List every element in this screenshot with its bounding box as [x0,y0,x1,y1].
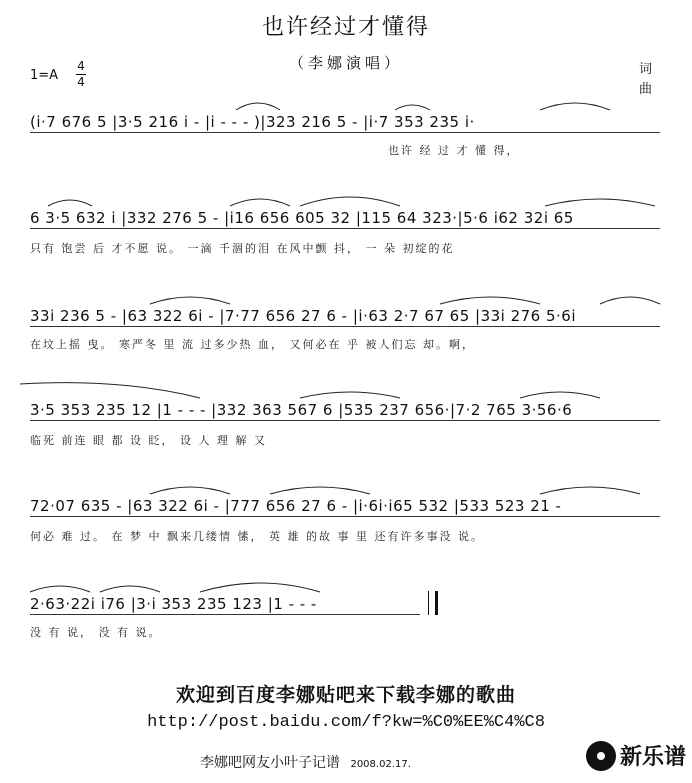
composer-credit: 曲 [638,82,652,97]
notation-row-1: (i·7 676 5 |3·5 216 i - |i - - - )|323 216 5 - |i·7 353 235 i· [30,112,660,133]
time-signature-top: 4 [77,59,85,73]
site-logo[interactable] [586,740,686,771]
lyric-row-1: 也许 经 过 才 懂 得， [388,144,520,157]
footer-welcome-text: 欢迎到百度李娜贴吧来下载李娜的歌曲 [175,684,516,706]
notation-row-2: 6 3·5 632 i |332 276 5 - |i16 656 605 32 |115 64 323·|5·6 i62 32i 65 [30,208,660,229]
footer-url[interactable]: http://post.baidu.com/f?kw=%C0%EE%C4%C8 [147,713,545,732]
transcriber-name: 李娜吧网友小叶子记谱 [200,755,340,771]
lyric-row-6: 没 有 说， 没 有 说。 [30,626,162,639]
vinyl-disc-icon [586,741,616,771]
time-signature-bottom: 4 [77,75,85,89]
notation-row-6: 2·63·22i i76 |3·i 353 235 123 |1 - - - [30,594,420,615]
song-title: 也许经过才懂得 [261,15,430,40]
lyric-row-5: 何必 难 过。 在 梦 中 飘来几缕情 愫， 英 雄 的故 事 里 还有许多事没 说。 [30,530,484,543]
transcription-date: 2008.02.17. [350,759,411,770]
key-signature: 1=A [30,68,59,83]
lyric-row-2: 只有 饱尝 后 才不愿 说。 一滴 千涸的泪 在风中颤 抖， 一 朵 初绽的花 [30,242,455,255]
notation-row-5: 72·07 635 - |63 322 6i - |777 656 27 6 - |i·6i·i65 532 |533 523 21 - [30,496,660,517]
site-logo-text: 新乐谱 [619,745,686,770]
lyric-row-3: 在坟上摇 曳。 寒严冬 里 流 过多少热 血， 又何必在 乎 被人们忘 却。啊， [30,338,475,351]
lyric-row-4: 临死 前连 眼 都 设 眨， 设 人 理 解 又 [30,434,267,447]
notation-row-3: 33i 236 5 - |63 322 6i - |7·77 656 27 6 - |i·63 2·7 67 65 |33i 276 5·6i [30,306,660,327]
song-subtitle: （李娜演唱） [288,54,403,72]
notation-row-4: 3·5 353 235 12 |1 - - - |332 363 567 6 |535 237 656·|7·2 765 3·56·6 [30,400,660,421]
lyricist-credit: 词 [638,62,652,77]
transcriber-note [200,752,411,772]
